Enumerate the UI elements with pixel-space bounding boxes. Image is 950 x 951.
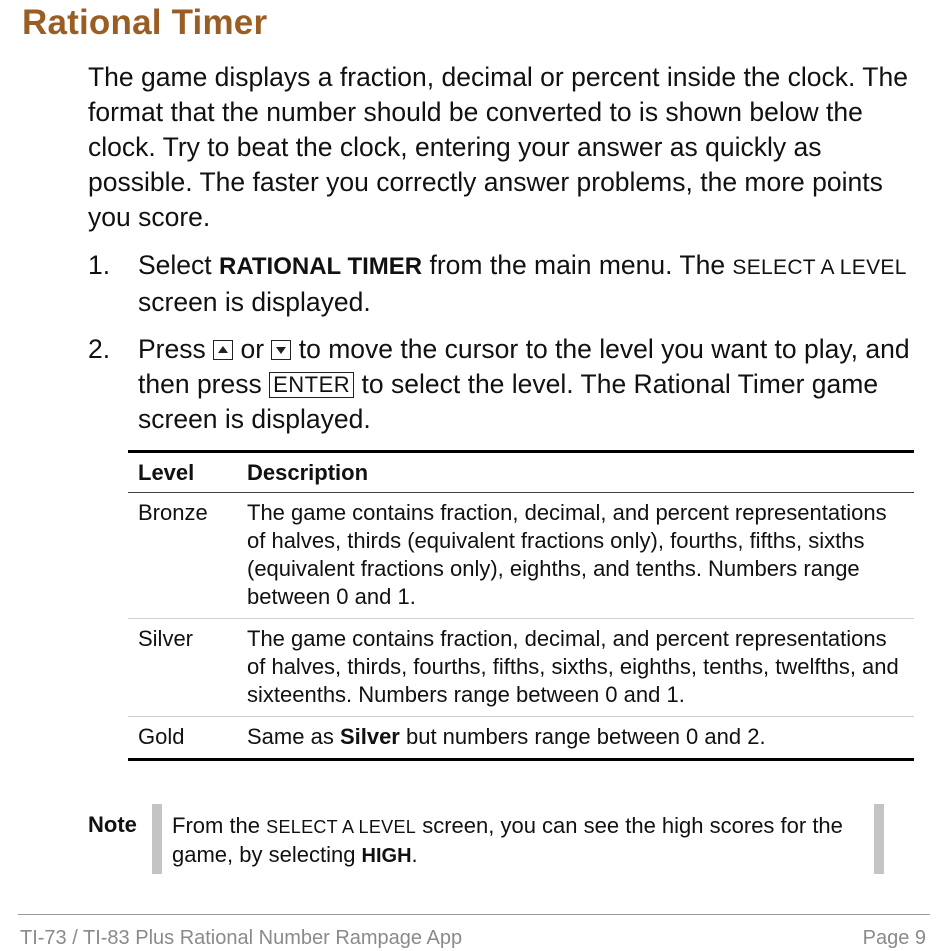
description-cell: Same as Silver but numbers range between 0 and 2. — [247, 724, 766, 749]
note-right-bar — [874, 804, 884, 874]
column-header-description: Description — [247, 460, 369, 485]
levels-table — [128, 450, 914, 761]
step-number: 1. — [88, 250, 111, 280]
description-cell: The game contains fraction, decimal, and percent representations of halves, thirds (equivalent fractions only), fourths, fifths, sixths (equivalent fractions only), eighths, and tenths. Numbers range between 0 and 1. — [247, 500, 887, 609]
note-label: Note — [88, 812, 137, 837]
step-text: Select RATIONAL TIMER from the main menu. The SELECT A LEVEL screen is displayed. — [138, 250, 907, 317]
note-left-bar — [152, 804, 162, 874]
note-text: From the SELECT A LEVEL screen, you can see the high scores for the game, by selecting HIGH. — [172, 813, 843, 867]
intro-paragraph: The game displays a fraction, decimal or percent inside the clock. The format that the number should be converted to is shown below the clock. Try to beat the clock, entering your answer as quickly as possible. The faster you correctly answer problems, the more points you score. — [88, 62, 908, 232]
up-arrow-key-icon — [213, 340, 233, 360]
screen-name: SELECT A LEVEL — [266, 817, 417, 837]
level-cell: Gold — [138, 724, 185, 749]
table-row — [128, 493, 914, 619]
column-header-level: Level — [138, 460, 195, 485]
step-text: Press or to move the cursor to the level you want to play, and then press ENTER to select the level. The Rational Timer game screen is displayed. — [138, 334, 910, 434]
down-arrow-key-icon — [271, 340, 291, 360]
level-cell: Bronze — [138, 500, 208, 525]
page-title: Rational Timer — [22, 3, 268, 42]
table-row — [128, 717, 914, 760]
menu-item-name: HIGH — [361, 845, 412, 867]
menu-item-name: RATIONAL TIMER — [219, 253, 423, 280]
level-cell: Silver — [138, 626, 194, 651]
description-cell: The game contains fraction, decimal, and percent representations of halves, thirds, fourths, fifths, sixths, eighths, tenths, twelfths, and sixteenths. Numbers range between 0 and 1. — [247, 626, 899, 707]
screen-name: SELECT A LEVEL — [732, 256, 907, 279]
page-number: Page 9 — [862, 927, 926, 949]
footer-divider — [18, 914, 930, 915]
enter-key-icon: ENTER — [269, 372, 354, 398]
table-row — [128, 619, 914, 717]
footer-title: TI-73 / TI-83 Plus Rational Number Rampage App — [20, 927, 463, 949]
table-header-row — [128, 452, 914, 493]
step-number: 2. — [88, 334, 111, 364]
